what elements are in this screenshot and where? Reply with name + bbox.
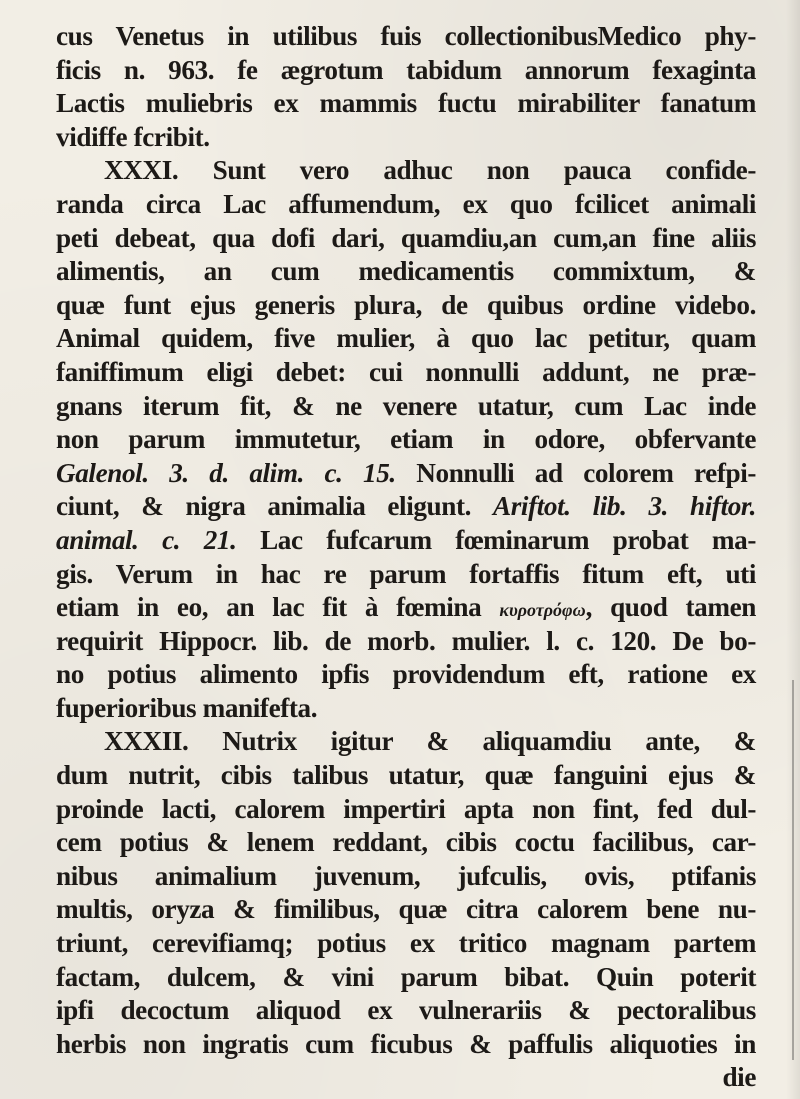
text-run: fuperioribus manifefta. — [56, 692, 318, 723]
text-run: herbis non ingratis cum ficubus & paffulis aliquoties in — [56, 1028, 756, 1059]
text-line-10 — [56, 322, 756, 356]
text-run: factam, dulcem, & vini parum bibat. Quin poterit — [56, 961, 756, 992]
section-heading-xxxi: XXXI. Sunt vero adhuc non pauca confide- — [104, 155, 756, 186]
text-line-15 — [56, 490, 756, 524]
catchword-text: die — [722, 1062, 756, 1093]
text-line-13 — [56, 423, 756, 457]
text-run: alimentis, an cum medicamentis commixtum, & — [56, 256, 756, 287]
text-run: randa circa Lac affumendum, ex quo fcilicet animali — [56, 188, 756, 219]
text-line-8 — [56, 255, 756, 289]
text-run: Nonnulli ad colorem refpi- — [395, 457, 757, 488]
text-line-22 — [56, 725, 756, 759]
text-run: , quod tamen — [585, 592, 756, 623]
text-run: ipfi decoctum aliquod ex vulnerariis & pectoralibus — [56, 995, 756, 1026]
text-line-2 — [56, 54, 756, 88]
text-line-29 — [56, 961, 756, 995]
text-run: non parum immutetur, etiam in odore, obfervante — [56, 424, 756, 455]
text-run: cem potius & lenem reddant, cibis coctu facilibus, car- — [56, 827, 756, 858]
binding-edge-mark — [792, 680, 794, 1060]
text-line-19 — [56, 625, 756, 659]
text-run: vidiffe fcribit. — [56, 121, 210, 152]
text-line-30 — [56, 994, 756, 1028]
text-line-21 — [56, 692, 756, 726]
text-line-20 — [56, 658, 756, 692]
text-run: triunt, cerevifiamq; potius ex tritico magnam partem — [56, 928, 756, 959]
text-run: Animal quidem, five mulier, à quo lac petitur, quam — [56, 323, 756, 354]
text-run: cus Venetus in utilibus fuis collectionibusMedico phy- — [56, 21, 756, 51]
text-line-4 — [56, 121, 756, 155]
text-line-28 — [56, 927, 756, 961]
text-run: peti debeat, qua dofi dari, quamdiu,an cum,an fine aliis — [56, 222, 756, 253]
text-run: ciunt, & nigra animalia eligunt. — [56, 491, 494, 522]
text-run: Lac fufcarum fœminarum probat ma- — [236, 524, 756, 555]
catchword — [56, 1061, 756, 1095]
text-run: dum nutrit, cibis talibus utatur, quæ fanguini ejus & — [56, 760, 756, 791]
text-run: gnans iterum fit, & ne venere utatur, cum Lac inde — [56, 390, 756, 421]
text-line-26 — [56, 860, 756, 894]
text-line-17 — [56, 558, 756, 592]
text-line-24 — [56, 793, 756, 827]
text-run: faniffimum eligi debet: cui nonnulli addunt, ne præ- — [56, 356, 756, 387]
text-line-5 — [56, 154, 756, 188]
text-line-18 — [56, 591, 756, 625]
text-run: proinde lacti, calorem impertiri apta non fint, fed dul- — [56, 793, 756, 824]
text-line-3 — [56, 87, 756, 121]
citation-aristotle: Ariftot. lib. 3. hiftor. — [493, 491, 756, 522]
text-run: requirit Hippocr. lib. de morb. mulier. l. c. 120. De bo- — [56, 625, 756, 656]
latin-text-body — [56, 20, 756, 1095]
text-run: Lactis muliebris ex mammis fuctu mirabiliter fanatum — [56, 88, 756, 119]
text-run: nibus animalium juvenum, jufculis, ovis, ptifanis — [56, 860, 756, 891]
text-line-25 — [56, 826, 756, 860]
text-line-27 — [56, 893, 756, 927]
text-run: quæ funt ejus generis plura, de quibus ordine videbo. — [56, 289, 756, 320]
text-line-12 — [56, 390, 756, 424]
section-heading-xxxii: XXXII. Nutrix igitur & aliquamdiu ante, & — [104, 726, 756, 757]
text-line-23 — [56, 759, 756, 793]
text-line-1 — [56, 20, 756, 54]
citation-aristotle-cont: animal. c. 21. — [56, 524, 237, 555]
text-line-9 — [56, 289, 756, 323]
text-line-31 — [56, 1028, 756, 1062]
text-run: multis, oryza & fimilibus, quæ citra calorem bene nu- — [56, 894, 756, 925]
text-line-7 — [56, 222, 756, 256]
text-run: ficis n. 963. fe ægrotum tabidum annorum fexaginta — [56, 54, 756, 85]
text-run: etiam in eo, an lac fit à fœmina — [56, 592, 500, 623]
text-line-6 — [56, 188, 756, 222]
text-line-14 — [56, 457, 756, 491]
citation-galen: Galenol. 3. d. alim. c. 15. — [56, 457, 396, 488]
text-run: gis. Verum in hac re parum fortaffis fitum eft, uti — [56, 558, 756, 589]
greek-word: κυροτρόφω — [499, 600, 586, 621]
text-line-11 — [56, 356, 756, 390]
text-run: no potius alimento ipfis providendum eft, ratione ex — [56, 659, 756, 690]
text-line-16 — [56, 524, 756, 558]
